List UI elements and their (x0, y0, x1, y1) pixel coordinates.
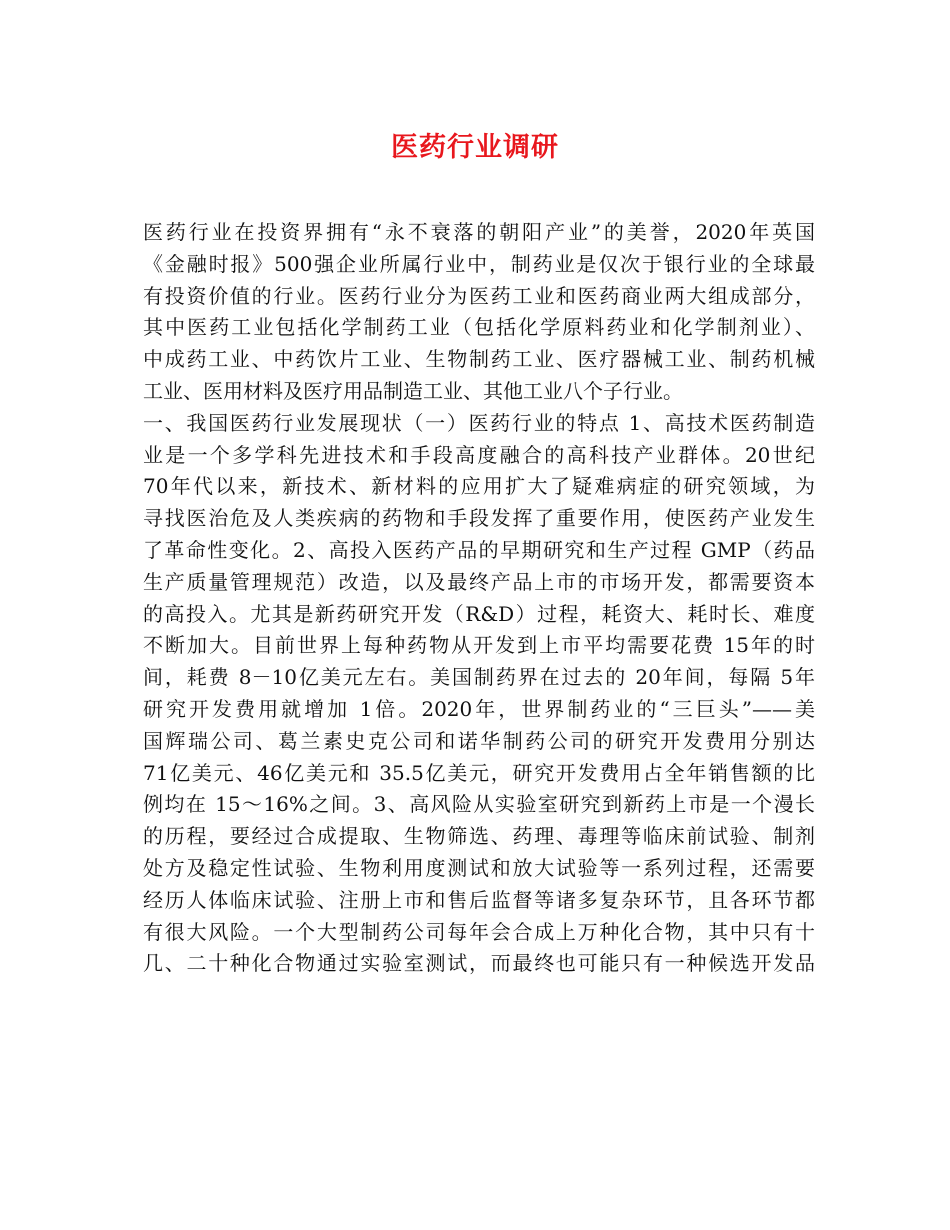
body-line: 不断加大。目前世界上每种药物从开发到上市平均需要花费 15年的时 (143, 633, 815, 658)
body-line: 的高投入。尤其是新药研究开发（R&D）过程，耗资大、耗时长、难度 (143, 601, 815, 626)
body-line: 寻找医治危及人类疾病的药物和手段发挥了重要作用，使医药产业发生 (143, 506, 815, 531)
body-line: 例均在 15～16%之间。3、高风险从实验室研究到新药上市是一个漫长 (143, 792, 815, 817)
body-line: 其中医药工业包括化学制药工业（包括化学原料药业和化学制剂业）、 (143, 315, 815, 340)
body-line: 间，耗费 8－10亿美元左右。美国制药界在过去的 20年间，每隔 5年 (143, 665, 815, 690)
body-line: 一、我国医药行业发展现状（一）医药行业的特点 1、高技术医药制造 (143, 410, 815, 435)
body-line: 《金融时报》500强企业所属行业中，制药业是仅次于银行业的全球最 (143, 251, 815, 276)
document-title: 医药行业调研 (391, 132, 559, 163)
body-line: 几、二十种化合物通过实验室测试，而最终也可能只有一种候选开发品 (143, 951, 815, 976)
body-line: 医药行业在投资界拥有“永不衰落的朝阳产业”的美誉，2020年英国 (143, 220, 815, 244)
body-line: 有投资价值的行业。医药行业分为医药工业和医药商业两大组成部分， (143, 283, 815, 308)
body-line: 71亿美元、46亿美元和 35.5亿美元，研究开发费用占全年销售额的比 (143, 760, 815, 785)
body-line: 国辉瑞公司、葛兰素史克公司和诺华制药公司的研究开发费用分别达 (143, 728, 815, 753)
body-line: 工业、医用材料及医疗用品制造工业、其他工业八个子行业。 (143, 378, 683, 403)
body-line: 有很大风险。一个大型制药公司每年会合成上万种化合物，其中只有十 (143, 919, 815, 944)
body-line: 的历程，要经过合成提取、生物筛选、药理、毒理等临床前试验、制剂 (143, 824, 815, 849)
body-line: 经历人体临床试验、注册上市和售后监督等诸多复杂环节，且各环节都 (143, 887, 815, 912)
body-line: 了革命性变化。2、高投入医药产品的早期研究和生产过程 GMP（药品 (143, 537, 815, 562)
body-line: 研究开发费用就增加 1倍。2020年，世界制药业的“三巨头”——美 (143, 696, 815, 721)
body-line: 70年代以来，新技术、新材料的应用扩大了疑难病症的研究领域，为 (143, 474, 815, 499)
body-line: 中成药工业、中药饮片工业、生物制药工业、医疗器械工业、制药机械 (143, 347, 815, 372)
body-line: 处方及稳定性试验、生物利用度测试和放大试验等一系列过程，还需要 (143, 855, 815, 880)
document-body (143, 217, 815, 980)
body-line: 生产质量管理规范）改造，以及最终产品上市的市场开发，都需要资本 (143, 569, 815, 594)
body-line: 业是一个多学科先进技术和手段高度融合的高科技产业群体。20世纪 (143, 442, 815, 467)
